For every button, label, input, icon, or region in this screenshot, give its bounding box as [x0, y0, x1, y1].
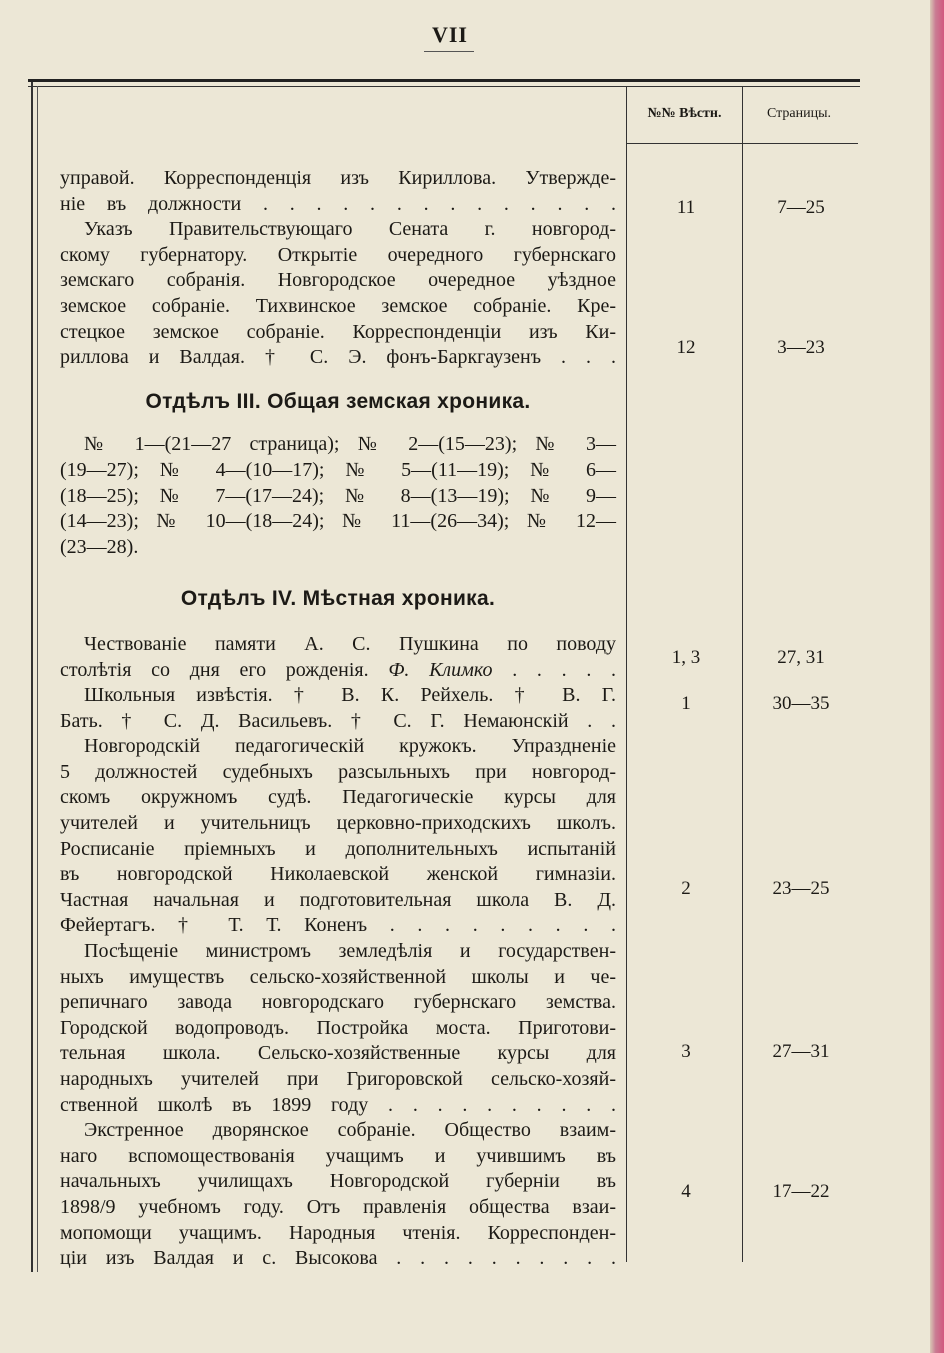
text-line: народныхъ учителей при Григоровской сельско-хозяй- [60, 1068, 616, 1090]
contents-text [60, 166, 616, 1272]
leader-dots: . . . . . [512, 658, 617, 681]
page-range: 27, 31 [777, 647, 825, 668]
page-edge [930, 0, 944, 1353]
page-range: 3—23 [777, 337, 825, 358]
text-line: стецкое земское собраніе. Корреспонденціи изъ Ки- [60, 320, 616, 343]
section-title: Отдѣлъ III. Общая земская хроника. [145, 389, 531, 413]
top-rule [28, 79, 860, 82]
text-line: (14—23); № 10—(18—24); № 11—(26—34); № 12— [60, 510, 616, 533]
entry-block [60, 939, 616, 1118]
pages-column-rule [742, 86, 743, 1262]
page-range: 27—31 [772, 1041, 830, 1062]
text-line: репичнаго завода новгородскаго губернскаго земства. [60, 991, 616, 1014]
entry-block [60, 217, 616, 371]
text-line: 1898/9 учебномъ году. Отъ правленія общества взаи- [60, 1195, 616, 1218]
top-rule-thin [28, 86, 860, 87]
text-line: Городской водопроводъ. Постройка моста. Приготови- [60, 1016, 616, 1039]
text-line: въ новгородской Николаевской женской гимназіи. [60, 863, 616, 886]
issues-column-rule [626, 86, 627, 1262]
issue-number: 1 [681, 693, 691, 714]
text-line: тельная школа. Сельско-хозяйственные курсы для [60, 1042, 616, 1065]
text-line: управой. Корреспонденція изъ Кириллова. Утвержде- [60, 167, 616, 189]
text-line: (23—28). [60, 535, 139, 558]
issue-number: 2 [681, 878, 691, 899]
entry-block [60, 734, 616, 939]
text-line: скому губернатору. Открытіе очередного губернскаго [60, 243, 616, 266]
text-line: Бать. † С. Д. Васильевъ. † С. Г. Немаюнскій . . [60, 709, 616, 732]
text-line: 5 должностей судебныхъ разсыльныхъ при новгород- [60, 760, 616, 783]
section-title: Отдѣлъ IV. Мѣстная хроника. [180, 587, 496, 611]
issue-number: 11 [676, 197, 696, 218]
entry-block [60, 432, 616, 560]
issues-column-header: №№ Вѣстн. [647, 106, 722, 121]
text-line: Росписаніе пріемныхъ и дополнительныхъ испытаній [60, 837, 616, 860]
text-line: наго вспомоществованія учащимъ и учившимъ въ [60, 1144, 616, 1167]
text-line: ственной школѣ въ 1899 году . . . . . . . . . . [60, 1093, 616, 1116]
author-name: Ф. Климко [388, 658, 493, 681]
text-line: Указъ Правительствующаго Сената г. новгород- [84, 218, 616, 241]
issue-number: 3 [681, 1041, 691, 1062]
text-line: Посѣщеніе министромъ земледѣлія и государствен- [84, 940, 616, 963]
text-line: риллова и Валдая. † С. Э. фонъ-Баркгаузенъ . . . [60, 346, 616, 369]
text-line: начальныхъ училищахъ Новгородской губерніи въ [60, 1170, 616, 1193]
text-line: учителей и учительницъ церковно-приходскихъ школъ. [60, 812, 616, 835]
text-line: Фейертагъ. † Т. Т. Коненъ . . . . . . . . . [60, 914, 616, 937]
text-line: (19—27); № 4—(10—17); № 5—(11—19); № 6— [60, 458, 616, 481]
header-rule [626, 143, 858, 144]
page-range: 30—35 [772, 693, 830, 714]
page-range: 23—25 [772, 878, 830, 899]
text-fragment: столѣтія со дня его рожденія. [60, 658, 369, 681]
issue-number: 12 [676, 337, 696, 358]
text-line: Новгородскій педагогическій кружокъ. Упраздненіе [84, 735, 616, 758]
text-line: мопомощи учащимъ. Народныя чтенія. Корреспонден- [60, 1221, 616, 1244]
pages-column-header: Страницы. [766, 106, 832, 121]
left-rule [31, 82, 33, 1272]
text-line: (18—25); № 7—(17—24); № 8—(13—19); № 9— [60, 484, 616, 507]
text-line: земское собраніе. Тихвинское земское собраніе. Кре- [60, 294, 616, 317]
entry-block [60, 166, 616, 217]
text-line: № 1—(21—27 страница); № 2—(15—23); № 3— [84, 433, 616, 456]
text-line: Экстренное дворянское собраніе. Общество взаим- [84, 1119, 616, 1142]
text-line: ніе въ должности . . . . . . . . . . . . . . [60, 192, 616, 215]
text-line: скомъ окружномъ судѣ. Педагогическіе курсы для [60, 786, 616, 809]
entry-block [60, 1118, 616, 1272]
issue-number: 1, 3 [671, 647, 701, 668]
text-line: ціи изъ Валдая и с. Высокова . . . . . . . . . . [60, 1247, 616, 1270]
page-range: 7—25 [777, 197, 825, 218]
text-line: ныхъ имуществъ сельско-хозяйственной школы и че- [60, 965, 616, 988]
issue-number: 4 [681, 1181, 691, 1202]
page-number: VII [431, 22, 468, 47]
entry-block [60, 683, 616, 734]
page-number-rule [424, 51, 474, 52]
text-line: Школьныя извѣстія. † В. К. Рейхель. † В. Г. [84, 684, 616, 707]
text-line: земскаго собранія. Новгородское очередное уѣздное [60, 269, 616, 292]
text-line [60, 658, 616, 684]
entry-block [60, 632, 616, 683]
text-line: Частная начальная и подготовительная школа В. Д. [60, 888, 616, 911]
left-rule-thin [37, 86, 38, 1272]
text-line: Чествованіе памяти А. С. Пушкина по поводу [84, 632, 616, 655]
page-range: 17—22 [772, 1181, 830, 1202]
